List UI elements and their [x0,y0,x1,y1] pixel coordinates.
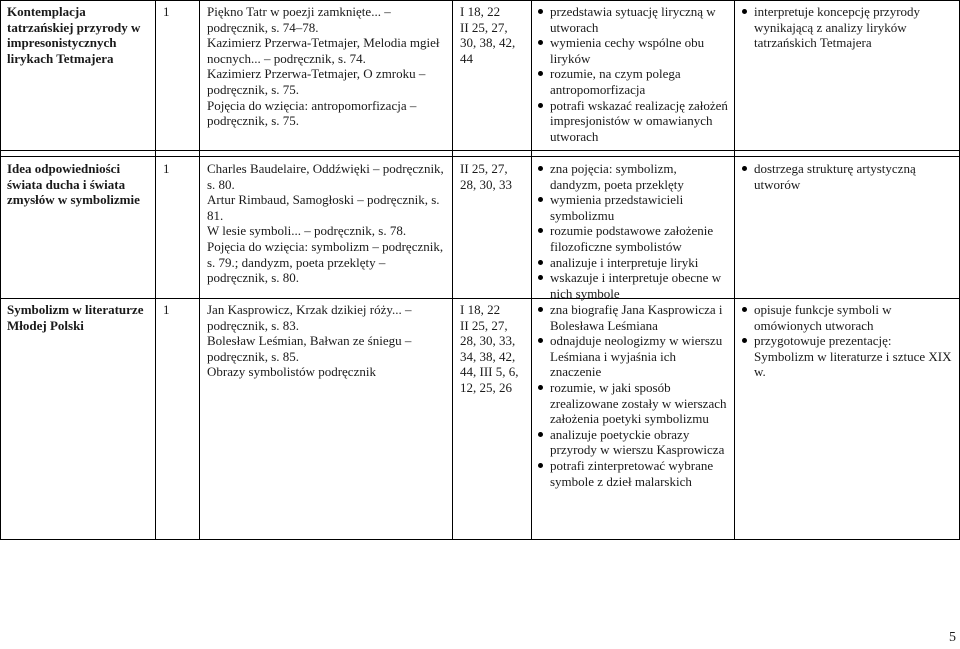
objectives-list [538,161,728,301]
list-item: potrafi zinterpretować wybrane symbole z dzieł malarskich [538,458,728,489]
table-border-left [0,0,1,540]
list-item: analizuje i interpretuje liryki [538,255,728,271]
hours-cell: 1 [163,161,170,176]
topic-cell: Idea odpowiedniości świata ducha i świata zmysłów w symbolizmie [7,161,140,208]
hours-cell: 1 [163,302,170,317]
row-divider [0,298,960,299]
list-item: wskazuje i interpretuje obecne w nich symbole [538,270,728,301]
extended-list [742,4,952,51]
hours-cell: 1 [163,4,170,19]
extended-list [742,302,952,380]
column-divider [531,0,532,540]
material-item: Jan Kasprowicz, Krzak dzikiej róży... – podręcznik, s. 83. [207,302,412,333]
materials-cell [207,4,447,129]
materials-cell [207,302,447,380]
list-item: interpretuje koncepcję przyrody wynikającą z analizy liryków tatrzańskich Tetmajera [742,4,952,51]
standards-cell: II 25, 27, 28, 30, 33 [460,161,512,192]
list-item: opisuje funkcje symboli w omówionych utworach [742,302,952,333]
topic-cell: Kontemplacja tatrzańskiej przyrody w impresonistycznych lirykach Tetmajera [7,4,141,66]
list-item: rozumie, na czym polega antropomorfizacja [538,66,728,97]
table-border-top [0,0,960,1]
material-item: Charles Baudelaire, Oddźwięki – podręcznik, s. 80. [207,161,444,192]
table-border-bottom [0,539,960,540]
material-item: Kazimierz Przerwa-Tetmajer, O zmroku – podręcznik, s. 75. [207,66,426,97]
list-item: przygotowuje prezentację: Symbolizm w literaturze i sztuce XIX w. [742,333,952,380]
column-divider [155,0,156,540]
list-item: wymienia cechy wspólne obu liryków [538,35,728,66]
list-item: zna pojęcia: symbolizm, dandyzm, poeta przeklęty [538,161,728,192]
row-divider [0,150,960,151]
list-item: rozumie, w jaki sposób zrealizowane zostały w wierszach założenia poetyki symbolizmu [538,380,728,427]
material-item: W lesie symboli... – podręcznik, s. 78. [207,223,407,239]
column-divider [734,0,735,540]
row-divider [0,156,960,157]
list-item: przedstawia sytuację liryczną w utworach [538,4,728,35]
material-item: Pojęcia do wzięcia: antropomorfizacja – podręcznik, s. 75. [207,97,417,129]
list-item: wymienia przedstawicieli symbolizmu [538,192,728,223]
material-item: Pojęcia do wzięcia: symbolizm – podręcznik, s. 79.; dandyzm, poeta przeklęty – podręcznik, s. 80. [207,238,444,286]
material-item: Bolesław Leśmian, Bałwan ze śniegu – podręcznik, s. 85. [207,333,412,364]
list-item: potrafi wskazać realizację założeń impresjonistów w omawianych utworach [538,98,728,145]
column-divider [452,0,453,540]
materials-cell [207,161,447,286]
objectives-list [538,4,728,144]
column-divider [199,0,200,540]
list-item: dostrzega strukturę artystyczną utworów [742,161,952,192]
material-item: Piękno Tatr w poezji zamknięte... – podręcznik, s. 74–78. [207,4,391,35]
material-item: Artur Rimbaud, Samogłoski – podręcznik, s. 81. [207,192,440,223]
extended-list [742,161,952,192]
list-item: odnajduje neologizmy w wierszu Leśmiana i wyjaśnia ich znaczenie [538,333,728,380]
list-item: rozumie podstawowe założenie filozoficzne symbolistów [538,223,728,254]
material-item: Obrazy symbolistów podręcznik [207,364,376,380]
page-number: 5 [949,630,956,645]
list-item: analizuje poetyckie obrazy przyrody w wierszu Kasprowicza [538,427,728,458]
material-item: Kazimierz Przerwa-Tetmajer, Melodia mgieł nocnych... – podręcznik, s. 74. [207,35,440,66]
standards-cell: I 18, 22 II 25, 27, 28, 30, 33, 34, 38, 42, 44, III 5, 6, 12, 25, 26 [460,302,519,395]
objectives-list [538,302,728,489]
list-item: zna biografię Jana Kasprowicza i Bolesława Leśmiana [538,302,728,333]
topic-cell: Symbolizm w literaturze Młodej Polski [7,302,144,333]
standards-cell: I 18, 22 II 25, 27, 30, 38, 42, 44 [460,4,516,66]
